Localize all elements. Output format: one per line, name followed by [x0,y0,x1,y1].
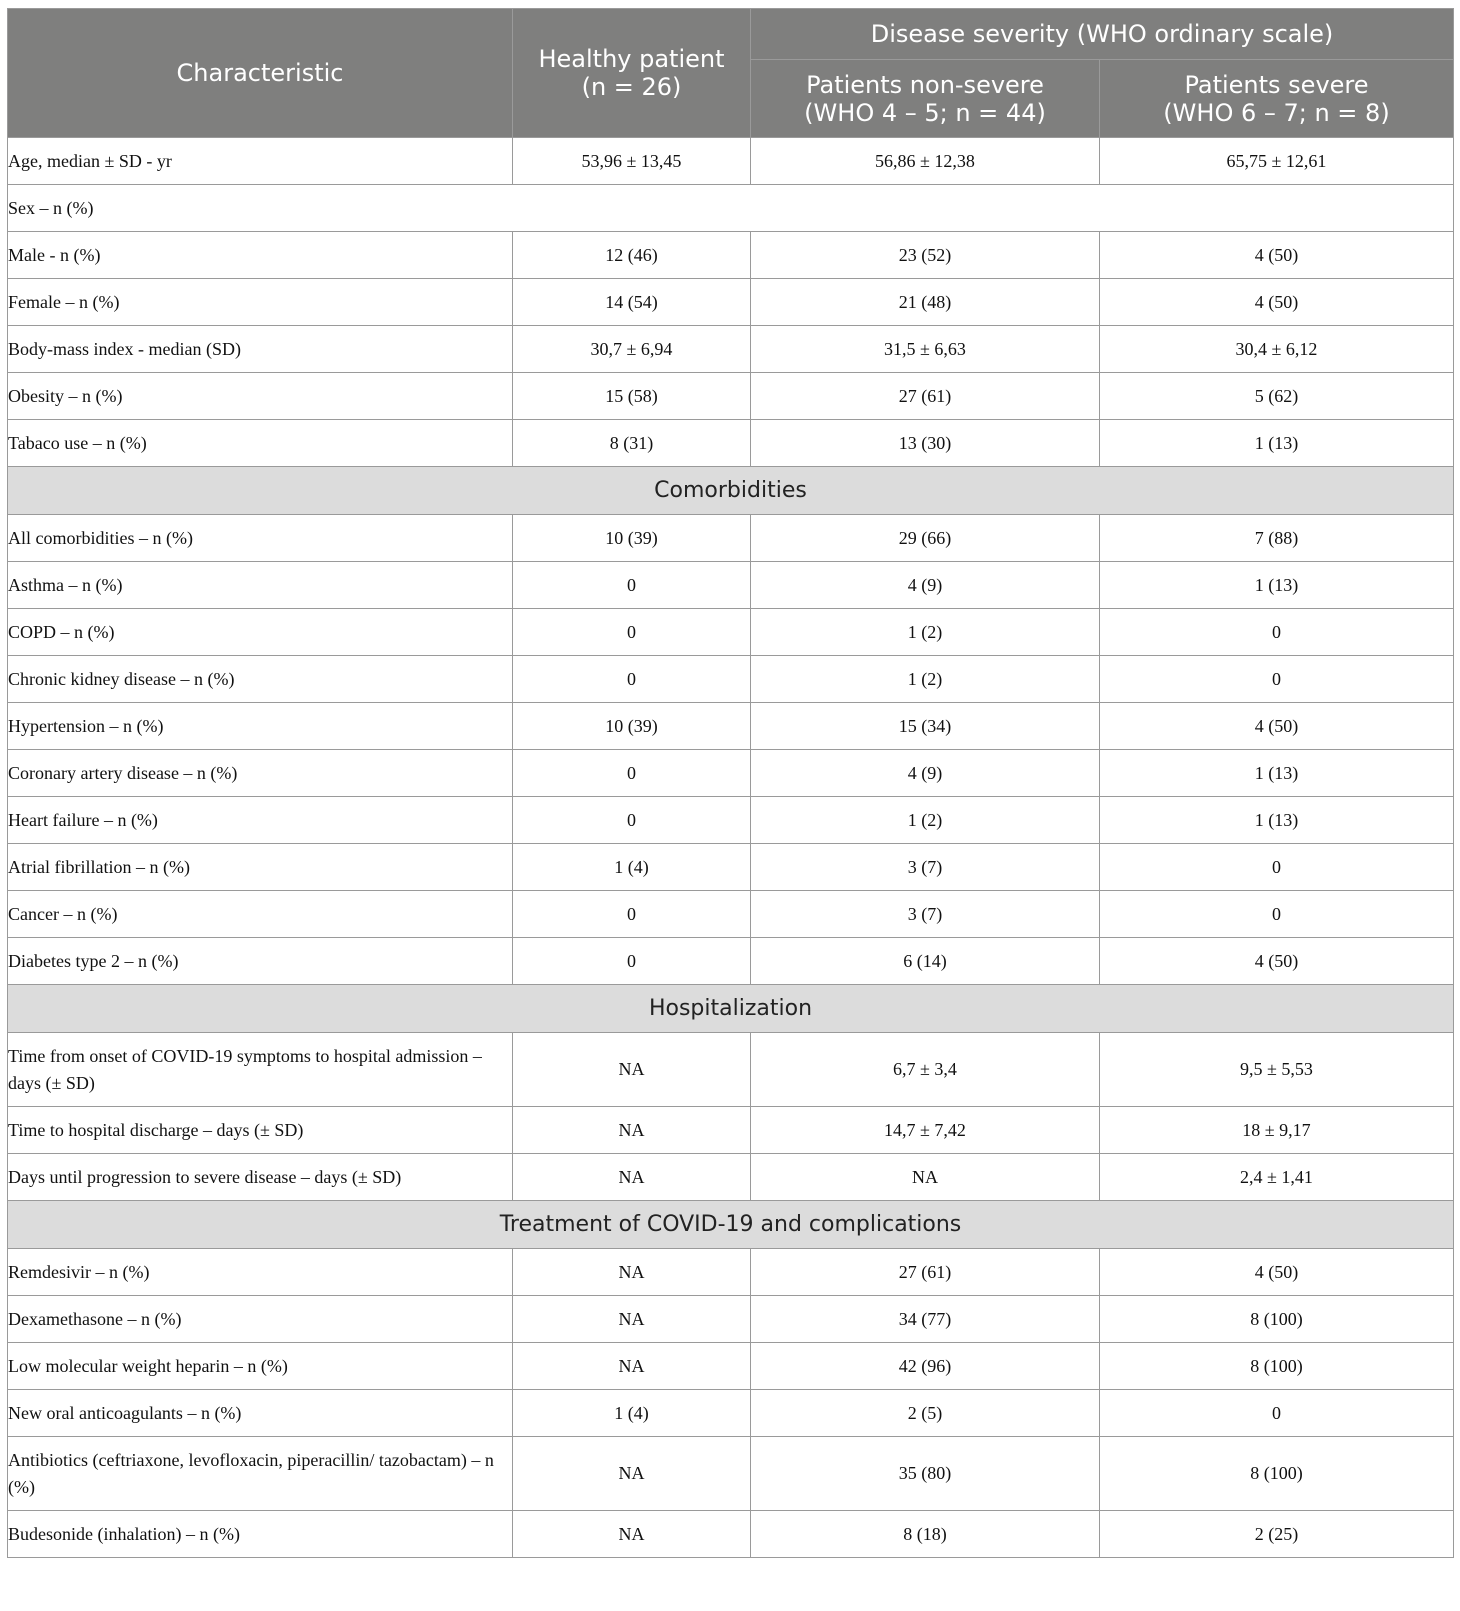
table-row [8,1154,1454,1201]
cell-healthy: NA [513,1107,751,1154]
table-row [8,797,1454,844]
cell-non-severe: 56,86 ± 12,38 [751,138,1100,185]
table-row [8,1107,1454,1154]
row-label: Low molecular weight heparin – n (%) [8,1343,513,1390]
cell-healthy: 0 [513,609,751,656]
cell-non-severe: 34 (77) [751,1296,1100,1343]
cell-severe: 8 (100) [1100,1343,1454,1390]
cell-non-severe: 35 (80) [751,1437,1100,1511]
section-row [8,467,1454,515]
cell-healthy: 0 [513,938,751,985]
row-label: Budesonide (inhalation) – n (%) [8,1511,513,1558]
cell-severe: 4 (50) [1100,232,1454,279]
row-label: Tabaco use – n (%) [8,420,513,467]
cell-severe: 7 (88) [1100,515,1454,562]
table-row [8,1033,1454,1107]
cell-healthy: 10 (39) [513,703,751,750]
row-label: Antibiotics (ceftriaxone, levofloxacin, piperacillin/ tazobactam) – n (%) [8,1437,513,1511]
row-label: Male - n (%) [8,232,513,279]
table-row [8,891,1454,938]
section-heading: Hospitalization [8,985,1454,1033]
row-label: Dexamethasone – n (%) [8,1296,513,1343]
table-row [8,609,1454,656]
table-row [8,1296,1454,1343]
cell-non-severe: 27 (61) [751,1249,1100,1296]
cell-non-severe: NA [751,1154,1100,1201]
cell-non-severe: 15 (34) [751,703,1100,750]
cell-non-severe: 6 (14) [751,938,1100,985]
cell-healthy: NA [513,1296,751,1343]
cell-non-severe: 27 (61) [751,373,1100,420]
cell-severe: 1 (13) [1100,420,1454,467]
section-row [8,985,1454,1033]
cell-severe: 0 [1100,844,1454,891]
table-row [8,1511,1454,1558]
cell-severe: 0 [1100,891,1454,938]
row-label: Female – n (%) [8,279,513,326]
cell-severe: 30,4 ± 6,12 [1100,326,1454,373]
cell-severe: 8 (100) [1100,1437,1454,1511]
cell-severe: 65,75 ± 12,61 [1100,138,1454,185]
row-label: Remdesivir – n (%) [8,1249,513,1296]
cell-healthy: 53,96 ± 13,45 [513,138,751,185]
cell-healthy: NA [513,1249,751,1296]
cell-healthy: 0 [513,891,751,938]
cell-healthy: 30,7 ± 6,94 [513,326,751,373]
table-header [8,9,1454,138]
cell-healthy: NA [513,1343,751,1390]
table-row [8,703,1454,750]
table-row [8,750,1454,797]
cell-healthy: 1 (4) [513,1390,751,1437]
cell-healthy: NA [513,1154,751,1201]
table-row [8,326,1454,373]
row-label: Obesity – n (%) [8,373,513,420]
cell-severe: 4 (50) [1100,279,1454,326]
table-row [8,1249,1454,1296]
cell-non-severe: 29 (66) [751,515,1100,562]
cell-non-severe: 21 (48) [751,279,1100,326]
cell-healthy: 0 [513,797,751,844]
table-row [8,373,1454,420]
cell-severe: 0 [1100,1390,1454,1437]
table-row [8,515,1454,562]
cell-non-severe: 4 (9) [751,750,1100,797]
header-non-severe: Patients non-severe (WHO 4 – 5; n = 44) [751,60,1100,138]
row-label: COPD – n (%) [8,609,513,656]
section-row [8,1201,1454,1249]
row-label: Hypertension – n (%) [8,703,513,750]
table-row [8,938,1454,985]
row-label: Atrial fibrillation – n (%) [8,844,513,891]
cell-non-severe: 14,7 ± 7,42 [751,1107,1100,1154]
row-label: Chronic kidney disease – n (%) [8,656,513,703]
cell-healthy: 8 (31) [513,420,751,467]
row-label: Age, median ± SD - yr [8,138,513,185]
cell-healthy: NA [513,1033,751,1107]
cell-healthy: 14 (54) [513,279,751,326]
row-label: Heart failure – n (%) [8,797,513,844]
characteristics-table [7,8,1454,1558]
cell-healthy: 0 [513,562,751,609]
cell-non-severe: 6,7 ± 3,4 [751,1033,1100,1107]
cell-severe: 5 (62) [1100,373,1454,420]
cell-non-severe: 13 (30) [751,420,1100,467]
cell-healthy: 10 (39) [513,515,751,562]
table-row [8,420,1454,467]
table-row [8,1390,1454,1437]
row-label: New oral anticoagulants – n (%) [8,1390,513,1437]
cell-severe: 1 (13) [1100,750,1454,797]
cell-non-severe: 23 (52) [751,232,1100,279]
cell-severe: 4 (50) [1100,938,1454,985]
cell-non-severe: 4 (9) [751,562,1100,609]
cell-healthy: NA [513,1511,751,1558]
header-healthy-patient: Healthy patient (n = 26) [513,9,751,138]
cell-severe: 4 (50) [1100,1249,1454,1296]
header-characteristic: Characteristic [8,9,513,138]
cell-non-severe: 1 (2) [751,609,1100,656]
cell-severe: 2,4 ± 1,41 [1100,1154,1454,1201]
cell-healthy: NA [513,1437,751,1511]
table-row [8,138,1454,185]
header-severe: Patients severe (WHO 6 – 7; n = 8) [1100,60,1454,138]
table-body [8,138,1454,1558]
cell-severe: 0 [1100,656,1454,703]
cell-healthy: 0 [513,750,751,797]
cell-non-severe: 3 (7) [751,891,1100,938]
row-label: Sex – n (%) [8,185,1454,232]
cell-severe: 2 (25) [1100,1511,1454,1558]
table-row [8,562,1454,609]
row-label: Coronary artery disease – n (%) [8,750,513,797]
cell-severe: 0 [1100,609,1454,656]
table-row [8,185,1454,232]
header-disease-severity: Disease severity (WHO ordinary scale) [751,9,1454,60]
cell-severe: 1 (13) [1100,797,1454,844]
row-label: Cancer – n (%) [8,891,513,938]
cell-non-severe: 1 (2) [751,797,1100,844]
row-label: Time to hospital discharge – days (± SD) [8,1107,513,1154]
cell-non-severe: 1 (2) [751,656,1100,703]
cell-non-severe: 2 (5) [751,1390,1100,1437]
table-row [8,279,1454,326]
cell-severe: 1 (13) [1100,562,1454,609]
row-label: Body-mass index - median (SD) [8,326,513,373]
row-label: Time from onset of COVID-19 symptoms to hospital admission – days (± SD) [8,1033,513,1107]
table-row [8,1343,1454,1390]
cell-healthy: 0 [513,656,751,703]
row-label: Asthma – n (%) [8,562,513,609]
cell-non-severe: 8 (18) [751,1511,1100,1558]
row-label: Days until progression to severe disease – days (± SD) [8,1154,513,1201]
cell-severe: 8 (100) [1100,1296,1454,1343]
row-label: All comorbidities – n (%) [8,515,513,562]
cell-severe: 4 (50) [1100,703,1454,750]
cell-non-severe: 31,5 ± 6,63 [751,326,1100,373]
cell-severe: 9,5 ± 5,53 [1100,1033,1454,1107]
cell-non-severe: 42 (96) [751,1343,1100,1390]
row-label: Diabetes type 2 – n (%) [8,938,513,985]
section-heading: Treatment of COVID-19 and complications [8,1201,1454,1249]
cell-non-severe: 3 (7) [751,844,1100,891]
cell-severe: 18 ± 9,17 [1100,1107,1454,1154]
table-row [8,656,1454,703]
table-row [8,232,1454,279]
cell-healthy: 1 (4) [513,844,751,891]
table-row [8,844,1454,891]
cell-healthy: 15 (58) [513,373,751,420]
cell-healthy: 12 (46) [513,232,751,279]
table-row [8,1437,1454,1511]
section-heading: Comorbidities [8,467,1454,515]
